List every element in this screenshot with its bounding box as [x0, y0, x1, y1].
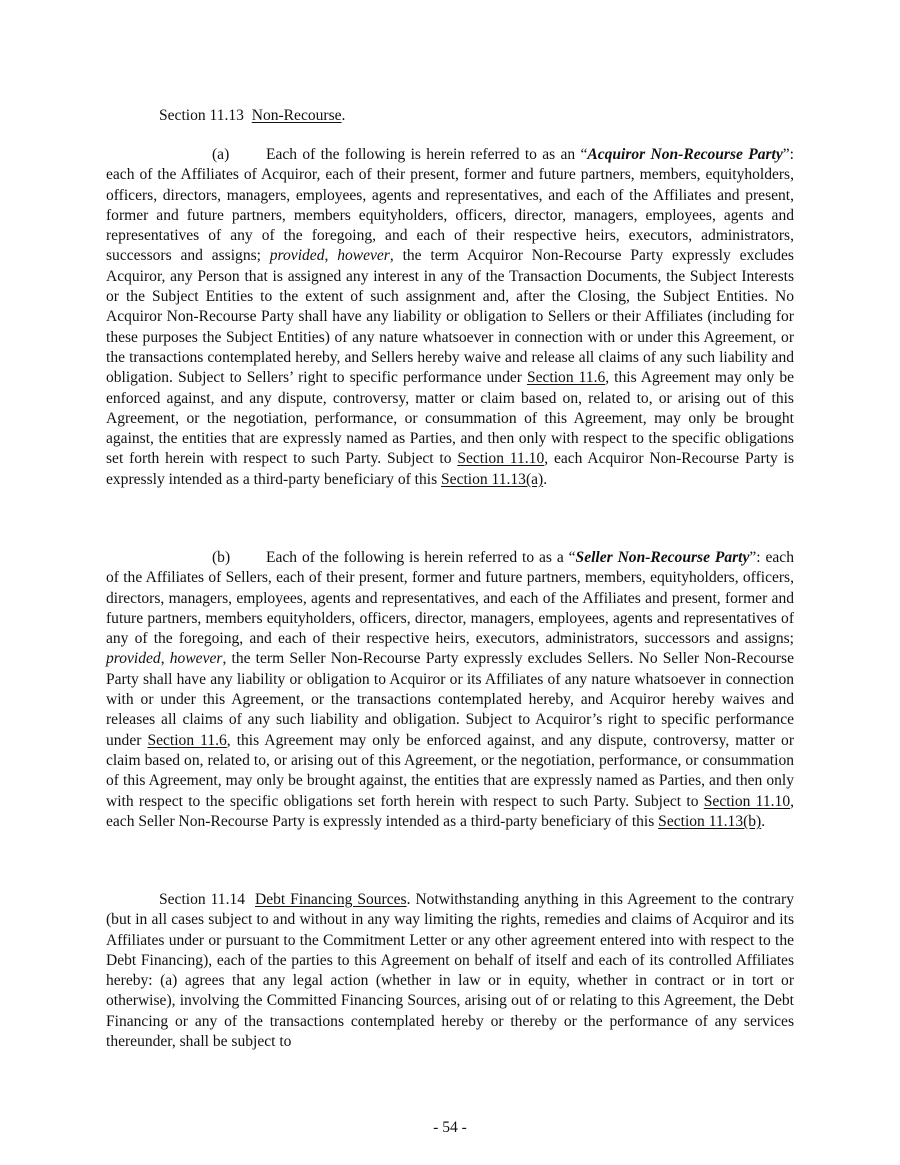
cross-reference: Section 11.13(a) [441, 470, 544, 488]
paragraph-b-marker: (b) [212, 549, 231, 566]
section-title: Non-Recourse [251, 107, 342, 124]
defined-term: Seller Non-Recourse Party [575, 549, 750, 566]
section-11-14-paragraph: Section 11.14 Debt Financing Sources. Notwithstanding anything in this Agreement to the contrary (but in all cases subject to and without in any way limiting the rights, remedies and claims of Acquiror and its Affiliates under or pursuant to the Commitment Letter or any other agreement entered into with respect to the Debt Financing), each of the parties to this Agreement on behalf of itself and each of its controlled Affiliates hereby: (a) agrees that any legal action (whether in law or in equity, whether in contract or in tort or otherwise), involving the Committed Financing Sources, arising out of or relating to this Agreement, the Debt Financing or any of the transactions contemplated hereby or thereby or the performance of any services thereunder, shall be subject to [106, 891, 794, 1051]
cross-reference: Section 11.6 [147, 731, 227, 749]
cross-reference: Section 11.6 [526, 369, 606, 387]
cross-reference: Section 11.10 [457, 450, 545, 468]
section-title: Debt Financing Sources [254, 891, 407, 908]
cross-reference: Section 11.13(b) [658, 812, 762, 830]
paragraph-a-marker: (a) [212, 146, 230, 163]
paragraph-a: (a) Each of the following is herein referred to as an “Acquiror Non-Recourse Party”: each of the Affiliates of Acquiror, each of their present, former and future partners, members, equityholders, officers, directors, managers, employees, agents and representatives, and each of the Affiliates and present, former and future partners, members equityholders, officers, director, managers, employees, agents and representatives of any of the foregoing, and each of their respective heirs, executors, administrators, successors and assigns; provided, however, the term Acquiror Non-Recourse Party expressly excludes Acquiror, any Person that is assigned any interest in any of the Transaction Documents, the Subject Interests or the Subject Entities to the extent of such assignment and, after the Closing, the Subject Entities. No Acquiror Non-Recourse Party shall have any liability or obligation to Sellers or their Affiliates (including for these purposes the Subject Entities) of any nature whatsoever in connection with or under this Agreement, or the transactions contemplated hereby, and Sellers hereby waive and release all claims of any such liability and obligation. Subject to Sellers’ right to specific performance under Section 11.6, this Agreement may only be enforced against, and any dispute, controversy, matter or claim based on, related to, or arising out of this Agreement, or the negotiation, performance, or consummation of this Agreement, may only be brought against, the entities that are expressly named as Parties, and then only with respect to the specific obligations set forth herein with respect to such Party. Subject to Section 11.10, each Acquiror Non-Recourse Party is expressly intended as a third-party beneficiary of this Section 11.13(a). [106, 146, 795, 488]
section-number: Section 11.14 [159, 891, 246, 908]
defined-term: Acquiror Non-Recourse Party [587, 146, 783, 163]
paragraph-b: (b) Each of the following is herein referred to as a “Seller Non-Recourse Party”: each of the Affiliates of Sellers, each of their present, former and future partners, members, equityholders, officers, directors, managers, employees, agents and representatives, and each of the Affiliates and present, former and future partners, members equityholders, officers, director, managers, employees, agents and representatives of any of the foregoing, and each of their respective heirs, executors, administrators, successors and assigns; provided, however, the term Seller Non-Recourse Party expressly excludes Sellers. No Seller Non-Recourse Party shall have any liability or obligation to Acquiror or its Affiliates of any nature whatsoever in connection with or under this Agreement, or the transactions contemplated hereby, and Acquiror hereby waives and releases all claims of any such liability and obligation. Subject to Acquiror’s right to specific performance under Section 11.6, this Agreement may only be enforced against, and any dispute, controversy, matter or claim based on, related to, or arising out of this Agreement, or the negotiation, performance, or consummation of this Agreement, may only be brought against, the entities that are expressly named as Parties, and then only with respect to the specific obligations set forth herein with respect to such Party. Subject to Section 11.10, each Seller Non-Recourse Party is expressly intended as a third-party beneficiary of this Section 11.13(b). [106, 549, 795, 830]
cross-reference: Section 11.10 [703, 792, 791, 810]
section-11-13-heading: Section 11.13 Non-Recourse. [159, 107, 346, 124]
page-number: - 54 - [433, 1119, 467, 1136]
section-number: Section 11.13 [159, 107, 244, 124]
